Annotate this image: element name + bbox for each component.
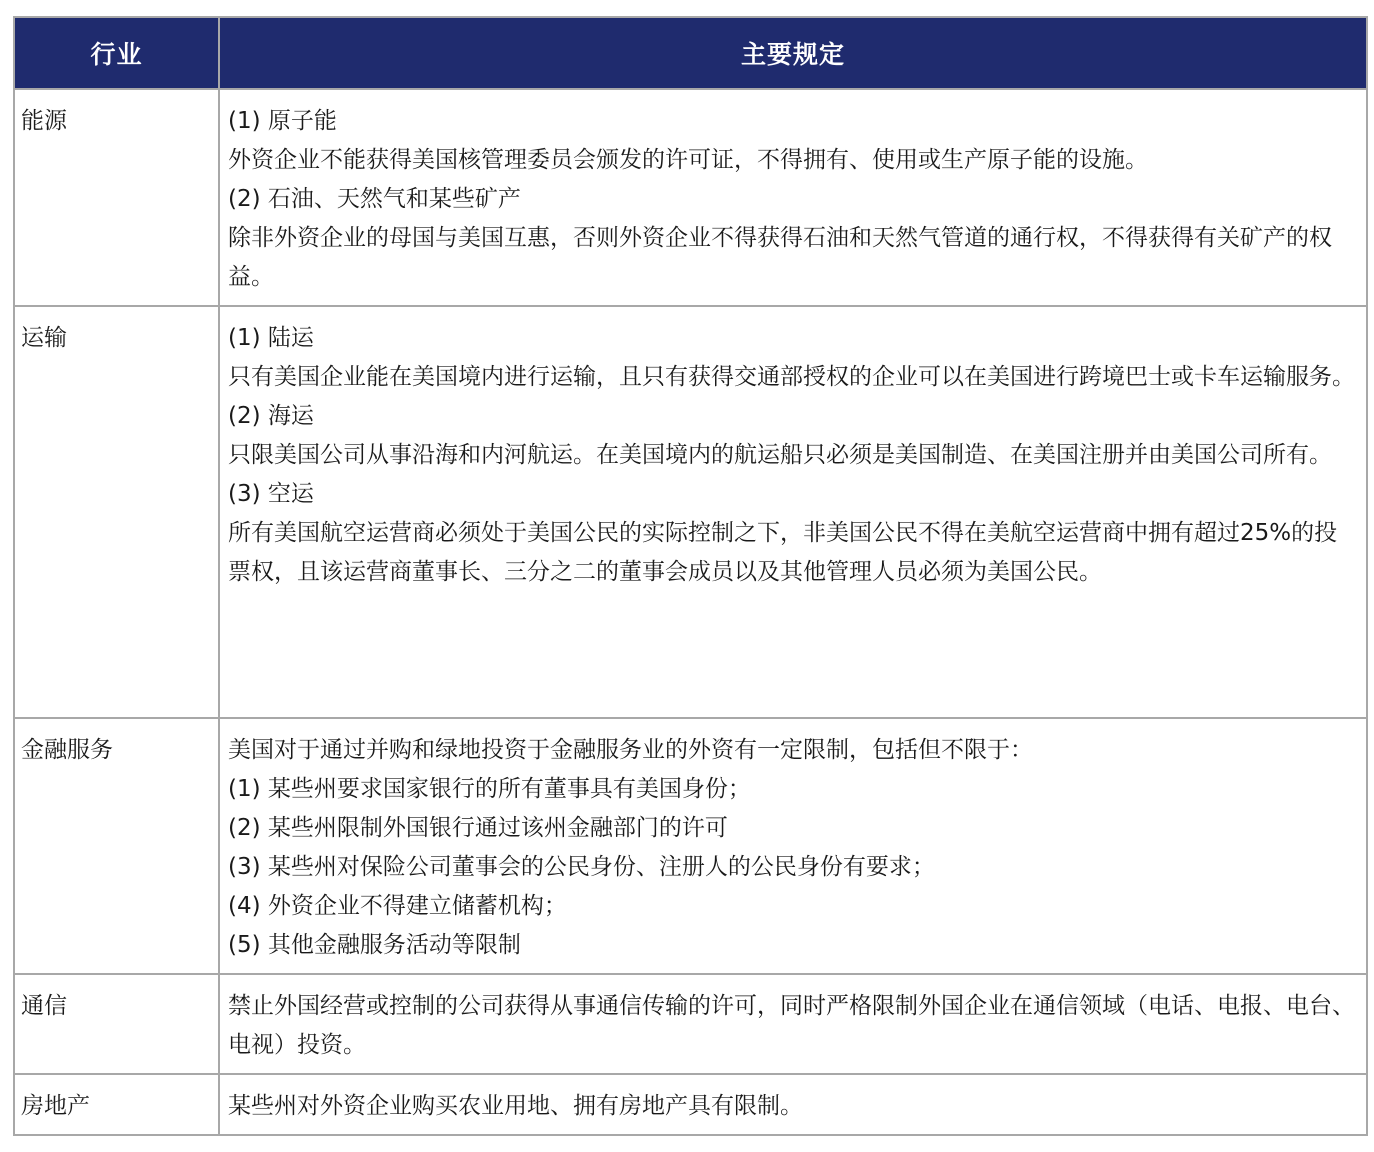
- industry-cell: 通信: [14, 974, 219, 1074]
- rules-cell: [219, 89, 1367, 306]
- header-industry: 行业: [14, 17, 219, 89]
- rules-cell: [219, 306, 1367, 718]
- rules-cell: [219, 974, 1367, 1074]
- table-header: [14, 17, 1367, 89]
- table-row-finance: [14, 718, 1367, 974]
- table-row-transport: [14, 306, 1367, 718]
- regulations-table: [13, 16, 1368, 1136]
- rule-line: (2) 石油、天然气和某些矿产: [228, 186, 521, 212]
- rule-line: 所有美国航空运营商必须处于美国公民的实际控制之下，非美国公民不得在美航空运营商中拥有超过25%的投票权，且该运营商董事长、三分之二的董事会成员以及其他管理人员必须为美国公民。: [228, 520, 1338, 585]
- rule-line: (1) 陆运: [228, 325, 314, 351]
- rule-line: 除非外资企业的母国与美国互惠，否则外资企业不得获得石油和天然气管道的通行权，不得获得有关矿产的权益。: [228, 225, 1332, 290]
- rule-line: 禁止外国经营或控制的公司获得从事通信传输的许可，同时严格限制外国企业在通信领域（电话、电报、电台、电视）投资。: [228, 993, 1355, 1058]
- table-row-energy: [14, 89, 1367, 306]
- industry-cell: 房地产: [14, 1074, 219, 1135]
- rule-line: (4) 外资企业不得建立储蓄机构；: [228, 893, 567, 919]
- rule-line: (1) 某些州要求国家银行的所有董事具有美国身份；: [228, 776, 751, 802]
- rule-line: 美国对于通过并购和绿地投资于金融服务业的外资有一定限制，包括但不限于：: [228, 737, 1033, 763]
- table-row-real-estate: [14, 1074, 1367, 1135]
- table-row-telecom: [14, 974, 1367, 1074]
- industry-cell: 金融服务: [14, 718, 219, 974]
- rule-line: (3) 空运: [228, 481, 314, 507]
- rules-cell: [219, 1074, 1367, 1135]
- table-body: [14, 89, 1367, 1135]
- industry-cell: 运输: [14, 306, 219, 718]
- rule-line: 只限美国公司从事沿海和内河航运。在美国境内的航运船只必须是美国制造、在美国注册并由美国公司所有。: [228, 442, 1332, 468]
- header-rules: 主要规定: [219, 17, 1367, 89]
- rule-line: 某些州对外资企业购买农业用地、拥有房地产具有限制。: [228, 1093, 803, 1119]
- industry-cell: 能源: [14, 89, 219, 306]
- rule-line: 只有美国企业能在美国境内进行运输，且只有获得交通部授权的企业可以在美国进行跨境巴士或卡车运输服务。: [228, 364, 1355, 390]
- rule-line: (2) 海运: [228, 403, 314, 429]
- rule-line: (5) 其他金融服务活动等限制: [228, 932, 521, 958]
- rule-line: (1) 原子能: [228, 108, 337, 134]
- rule-line: (3) 某些州对保险公司董事会的公民身份、注册人的公民身份有要求；: [228, 854, 935, 880]
- rule-line: 外资企业不能获得美国核管理委员会颁发的许可证，不得拥有、使用或生产原子能的设施。: [228, 147, 1148, 173]
- header-row: [14, 17, 1367, 89]
- rules-cell: [219, 718, 1367, 974]
- rule-line: (2) 某些州限制外国银行通过该州金融部门的许可: [228, 815, 728, 841]
